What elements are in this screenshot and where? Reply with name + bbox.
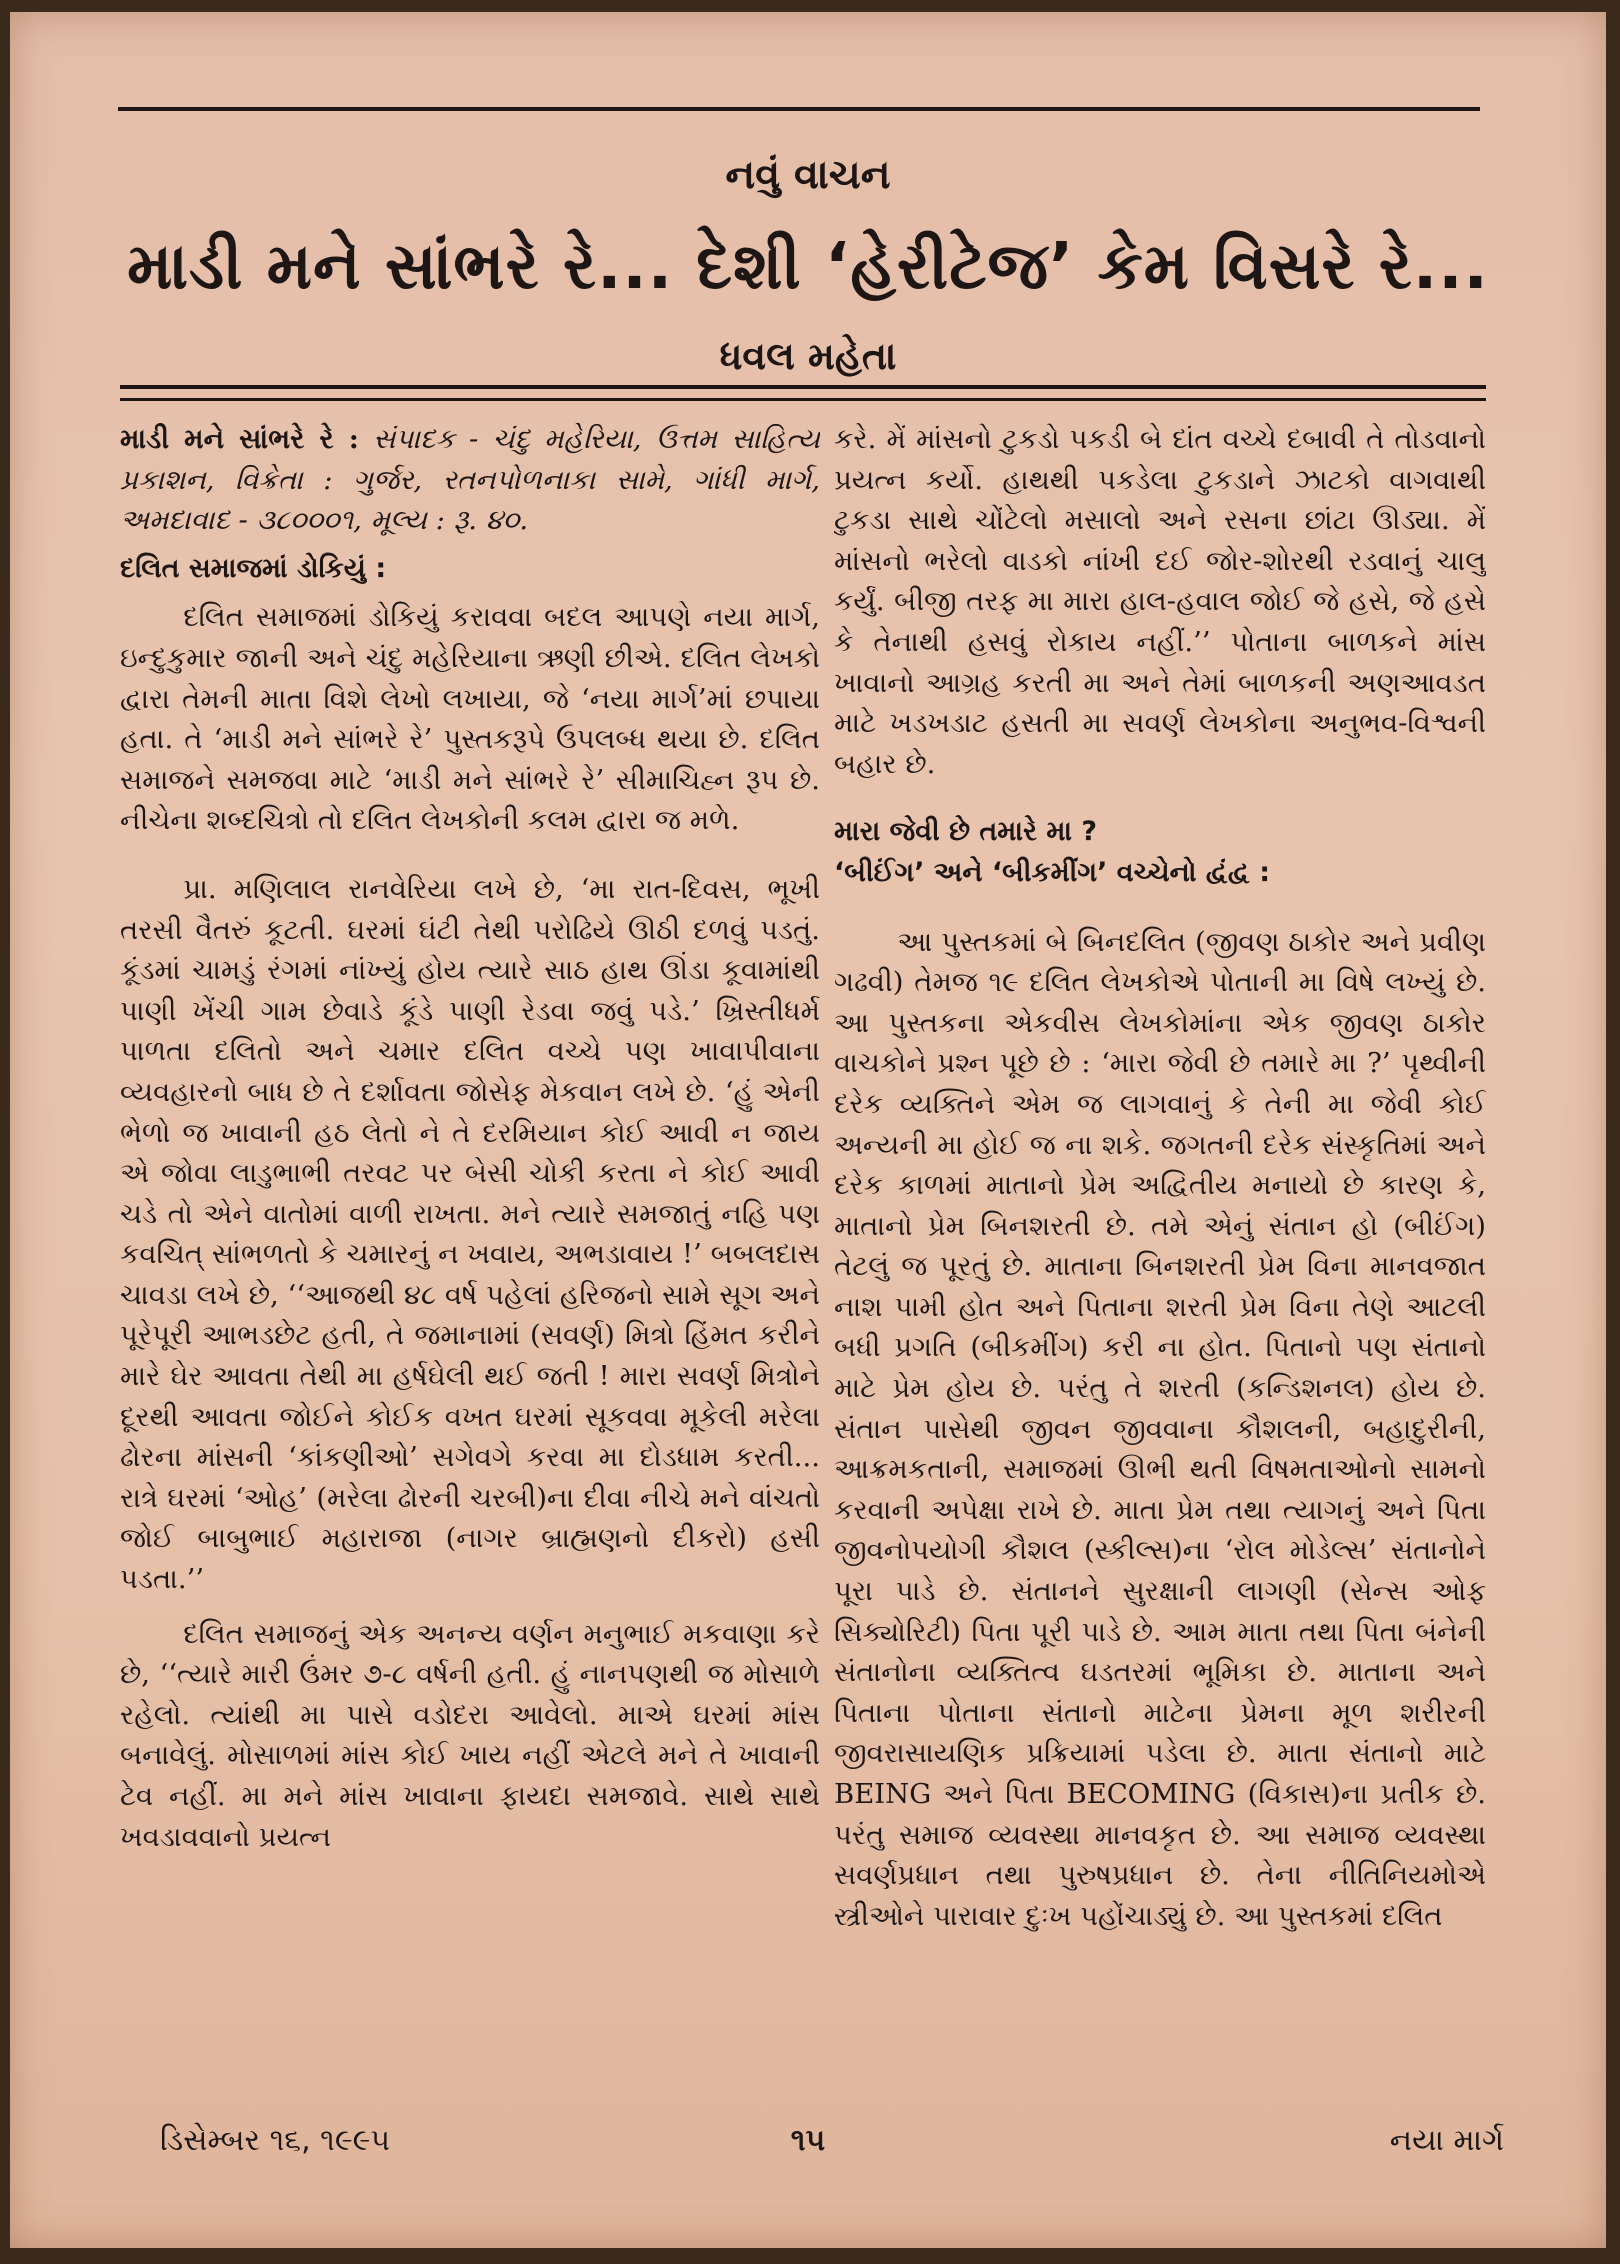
author-byline: ધવલ મહેતા [719,334,897,378]
paragraph: દલિત સમાજમાં ડોકિયું કરાવવા બદલ આપણે નયા માર્ગ, ઇન્દુકુમાર જાની અને ચંદુ મહેરિયાના ઋણી છીએ. દલિત લેખકો દ્વારા તેમની માતા વિશે લેખો લખાયા, જે ‘નયા માર્ગ’માં છપાયા હતા. તે ‘માડી મને સાંભરે રે’ પુસ્તકરૂપે ઉપલબ્ધ થયા છે. દલિત સમાજને સમજવા માટે ‘માડી મને સાંભરે રે’ સીમાચિહ્ન રૂપ છે. નીચેના શબ્દચિત્રો તો દલિત લેખકોની કલમ દ્વારા જ મળે. [120,601,820,837]
header-rule-thin [120,398,1486,401]
header-rule-thick [120,385,1486,389]
book-details: સંપાદક - ચંદુ મહેરિયા, ઉત્તમ સાહિત્ય પ્રકાશન, વિક્રેતા : ગુર્જર, રતનપોળનાકા સામે, ગાંધી માર્ગ, અમદાવાદ - ૩૮૦૦૦૧, મૂલ્ય : રૂ. ૪૦. [120,423,820,537]
paragraph: આ પુસ્તકમાં બે બિનદલિત (જીવણ ઠાકોર અને પ્રવીણ ગઢવી) તેમજ ૧૯ દલિત લેખકોએ પોતાની મા વિષે લખ્યું છે. આ પુસ્તકના એકવીસ લેખકોમાંના એક જીવણ ઠાકોર વાચકોને પ્રશ્ન પૂછે છે : ‘મારા જેવી છે તમારે મા ?’ પૃથ્વીની દરેક વ્યક્તિને એમ જ લાગવાનું કે તેની મા જેવી કોઈ અન્યની મા હોઈ જ ના શકે. જગતની દરેક સંસ્કૃતિમાં અને દરેક કાળમાં માતાનો પ્રેમ અદ્વિતીય મનાયો છે કારણ કે, માતાનો પ્રેમ બિનશરતી છે. તમે એનું સંતાન હો (બીઈંગ) તેટલું જ પૂરતું છે. માતાના બિનશરતી પ્રેમ વિના માનવજાત નાશ પામી હોત અને પિતાના શરતી પ્રેમ વિના તેણે આટલી બધી પ્રગતિ (બીકમીંગ) કરી ના હોત. પિતાનો પણ સંતાનો માટે પ્રેમ હોય છે. પરંતુ તે શરતી (કન્ડિશનલ) હોય છે. સંતાન પાસેથી જીવન જીવવાના કૌશલની, બહાદુરીની, આક્રમકતાની, સમાજમાં ઊભી થતી વિષમતાઓનો સામનો કરવાની અપેક્ષા રાખે છે. માતા પ્રેમ તથા ત્યાગનું અને પિતા જીવનોપયોગી કૌશલ (સ્કીલ્સ)ના ‘રોલ મોડેલ્સ’ સંતાનોને પૂરા પાડે છે. સંતાનને સુરક્ષાની લાગણી (સેન્સ ઓફ સિક્યોરિટી) પિતા પૂરી પાડે છે. આમ માતા તથા પિતા બંનેની સંતાનોના વ્યક્તિત્વ ઘડતરમાં ભૂમિકા છે. માતાના અને પિતાના પોતાના સંતાનો માટેના પ્રેમના મૂળ શરીરની જીવરાસાયણિક પ્રક્રિયામાં પડેલા છે. માતા સંતાનો માટે BEING અને પિતા BECOMING (વિકાસ)ના પ્રતીક છે. પરંતુ સમાજ વ્યવસ્થા માનવકૃત છે. આ સમાજ વ્યવસ્થા સવર્ણપ્રધાન તથા પુરુષપ્રધાન છે. તેના નીતિનિયમોએ સ્ત્રીઓને પારાવાર દુઃખ પહોંચાડ્યું છે. આ પુસ્તકમાં દલિત [834,925,1486,1932]
left-column [120,419,820,2117]
footer-date: ડિસેમ્બર ૧૬, ૧૯૯૫ [160,2123,391,2158]
paragraph: પ્રા. મણિલાલ રાનવેરિયા લખે છે, ‘મા રાત-દિવસ, ભૂખી તરસી વૈતરું કૂટતી. ઘરમાં ઘંટી તેથી પરોઢિયે ઊઠી દળવું પડતું. કૂંડમાં ચામડું રંગમાં નાંખ્યું હોય ત્યારે સાઠ હાથ ઊંડા કૂવામાંથી પાણી ખેંચી ગામ છેવાડે કૂંડે પાણી રેડવા જવું પડે.’ ખ્રિસ્તીધર્મ પાળતા દલિતો અને ચમાર દલિત વચ્ચે પણ ખાવાપીવાના વ્યવહારનો બાધ છે તે દર્શાવતા જોસેફ મેકવાન લખે છે. ‘હું એની ભેળો જ ખાવાની હઠ લેતો ને તે દરમિયાન કોઈ આવી ન જાય એ જોવા લાડુભાભી તરવટ પર બેસી ચોકી કરતા ને કોઈ આવી ચડે તો એને વાતોમાં વાળી રાખતા. મને ત્યારે સમજાતું નહિ પણ કવચિત્ સાંભળતો કે ચમારનું ન ખવાય, અભડાવાય !’ બબલદાસ ચાવડા લખે છે, ‘‘આજથી ૪૮ વર્ષ પહેલાં હરિજનો સામે સૂગ અને પૂરેપૂરી આભડછેટ હતી, તે જમાનામાં (સવર્ણ) મિત્રો હિંમત કરીને મારે ઘેર આવતા તેથી મા હર્ષઘેલી થઈ જતી ! મારા સવર્ણ મિત્રોને દૂરથી આવતા જોઈને કોઈક વખત ઘરમાં સૂકવવા મૂકેલી મરેલા ઢોરના માંસની ‘કાંકણીઓ’ સગેવગે કરવા મા દોડધામ કરતી... રાત્રે ઘરમાં ‘ઓહ’ (મરેલા ઢોરની ચરબી)ના દીવા નીચે મને વાંચતો જોઈ બાબુભાઈ મહારાજા (નાગર બ્રાહ્મણનો દીકરો) હસી પડતા.’’ [120,872,820,1596]
subheading-dalit-society: દલિત સમાજમાં ડોકિયું : [120,552,387,584]
subheading-being-becoming: ‘બીઈંગ’ અને ‘બીકમીંગ’ વચ્ચેનો દ્વંદ્વ : [834,856,1270,888]
book-title: માડી મને સાંભરે રે : [120,423,359,455]
article-headline: માડી મને સાંભરે રે... દેશી ‘હેરીટેજ’ કેમ વિસરે રે... [127,230,1489,304]
paragraph: દલિત સમાજનું એક અનન્ય વર્ણન મનુભાઈ મકવાણા કરે છે, ‘‘ત્યારે મારી ઉંમર ૭-૮ વર્ષની હતી. હું નાનપણથી જ મોસાળે રહેલો. ત્યાંથી મા પાસે વડોદરા આવેલો. માએ ઘરમાં માંસ બનાવેલું. મોસાળમાં માંસ કોઈ ખાય નહીં એટલે મને તે ખાવાની ટેવ નહીં. મા મને માંસ ખાવાના ફાયદા સમજાવે. સાથે સાથે ખવડાવવાનો પ્રયત્ન [120,1617,820,1853]
right-column [834,419,1486,2117]
publication-name: નયા માર્ગ [1389,2123,1504,2158]
paragraph-continuation: કરે. મેં માંસનો ટુકડો પકડી બે દાંત વચ્ચે દબાવી તે તોડવાનો પ્રયત્ન કર્યો. હાથથી પકડેલા ટુકડાને ઝાટકો વાગવાથી ટુકડા સાથે ચોંટેલો મસાલો અને રસના છાંટા ઊડ્યા. મેં માંસનો ભરેલો વાડકો નાંખી દઈ જોર-શોરથી રડવાનું ચાલુ કર્યું. બીજી તરફ મા મારા હાલ-હવાલ જોઈ જે હસે, જે હસે કે તેનાથી હસવું રોકાય નહીં.’’ પોતાના બાળકને માંસ ખાવાનો આગ્રહ કરતી મા અને તેમાં બાળકની અણઆવડત માટે ખડખડાટ હસતી મા સવર્ણ લેખકોના અનુભવ-વિશ્વની બહાર છે. [834,423,1486,780]
section-label: નવું વાચન [725,152,891,198]
subheading-mother: મારા જેવી છે તમારે મા ? [834,816,1098,848]
page-number: ૧૫ [790,2123,826,2158]
magazine-page [10,12,1606,2248]
top-rule [118,107,1480,111]
book-info [120,419,820,541]
